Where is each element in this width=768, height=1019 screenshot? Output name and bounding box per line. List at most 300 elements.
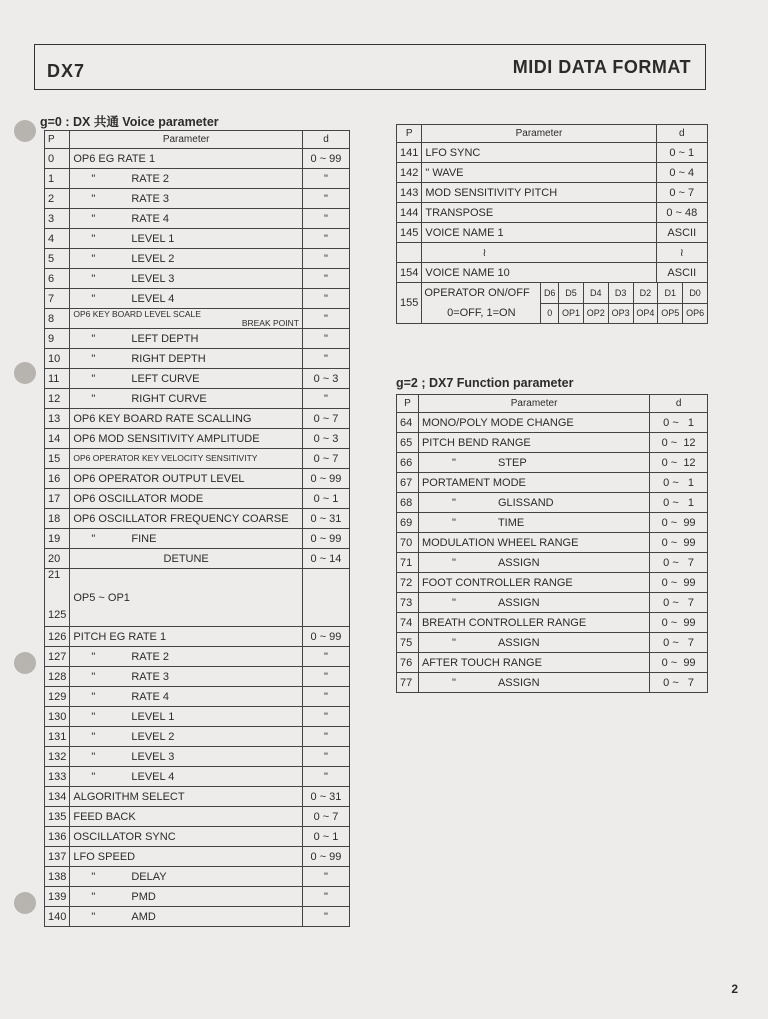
table-row (397, 453, 708, 473)
parameter-cell: LFO SYNC (422, 143, 656, 163)
voice-section-title: g=0 : DX 共通 Voice parameter (40, 115, 219, 129)
data-range: 0 ~ 3 (302, 429, 349, 449)
parameter-name: PITCH EG RATE 1 (73, 630, 167, 643)
table-row (45, 647, 350, 667)
data-range: 0 ~ 7 (656, 183, 707, 203)
col-header-d: d (656, 125, 707, 143)
table-row (45, 269, 350, 289)
param-number: 72 (397, 573, 419, 593)
data-range: " (302, 329, 349, 349)
parameter-name: OP6 OPERATOR OUTPUT LEVEL (73, 472, 245, 485)
data-range: 0 ~ 1 (302, 489, 349, 509)
table-row (397, 533, 708, 553)
param-number: 144 (397, 203, 422, 223)
data-range: " (302, 169, 349, 189)
ditto-mark: " (91, 710, 96, 723)
ditto-mark: " (91, 232, 96, 245)
parameter-cell (418, 593, 649, 613)
table-row (45, 907, 350, 927)
table-row (397, 673, 708, 693)
table-row (45, 887, 350, 907)
parameter-cell (70, 827, 303, 847)
col-header-parameter: Parameter (418, 395, 649, 413)
param-number: 76 (397, 653, 419, 673)
param-number: 74 (397, 613, 419, 633)
header-title: MIDI DATA FORMAT (512, 57, 691, 77)
param-number: 77 (397, 673, 419, 693)
param-number: 133 (45, 767, 70, 787)
parameter-cell (418, 673, 649, 693)
param-number: 137 (45, 847, 70, 867)
parameter-cell (70, 409, 303, 429)
parameter-name: LEVEL 1 (131, 232, 175, 245)
param-number: 126 (45, 627, 70, 647)
data-range: 0 ~ 12 (650, 433, 708, 453)
param-number: 69 (397, 513, 419, 533)
table-row (45, 707, 350, 727)
bit-value: 0 (541, 303, 559, 323)
table-row (397, 243, 708, 263)
data-range: 0 ~ 7 (650, 673, 708, 693)
parameter-cell (418, 513, 649, 533)
table-gap-row (45, 569, 350, 627)
parameter-name: LEFT DEPTH (131, 332, 199, 345)
data-range: " (302, 249, 349, 269)
parameter-name: LEFT CURVE (131, 372, 200, 385)
param-number: 7 (45, 289, 70, 309)
parameter-name: ALGORITHM SELECT (73, 790, 185, 803)
table-row (45, 169, 350, 189)
data-range: 0 ~ 12 (650, 453, 708, 473)
data-range: " (302, 747, 349, 767)
table-row (45, 549, 350, 569)
parameter-name: OP6 OSCILLATOR FREQUENCY COARSE (73, 512, 289, 525)
parameter-name: OP6 MOD SENSITIVITY AMPLITUDE (73, 432, 260, 445)
parameter-cell: MODULATION WHEEL RANGE (418, 533, 649, 553)
data-range: 0 ~ 1 (650, 493, 708, 513)
parameter-name: LEVEL 4 (131, 770, 175, 783)
table-row (45, 529, 350, 549)
data-range: 0 ~ 99 (650, 653, 708, 673)
parameter-name: RATE 3 (131, 670, 170, 683)
parameter-cell (418, 553, 649, 573)
ditto-mark: " (451, 676, 456, 689)
param-number: 16 (45, 469, 70, 489)
data-range: 0 ~ 1 (656, 143, 707, 163)
data-range: 0 ~ 99 (302, 847, 349, 867)
parameter-cell: ≀ (422, 243, 656, 263)
param-number: 132 (45, 747, 70, 767)
param-number: 10 (45, 349, 70, 369)
data-range: " (302, 389, 349, 409)
param-number: 71 (397, 553, 419, 573)
table-row (45, 349, 350, 369)
binder-hole (14, 652, 36, 674)
binder-hole (14, 362, 36, 384)
table-row (45, 767, 350, 787)
parameter-cell (70, 249, 303, 269)
table-row (397, 653, 708, 673)
table-row (45, 489, 350, 509)
data-range: " (302, 309, 349, 329)
parameter-cell (70, 549, 303, 569)
ditto-mark: " (451, 596, 456, 609)
bit-label: D0 (683, 283, 707, 303)
data-range: 0 ~ 99 (302, 469, 349, 489)
param-number: 65 (397, 433, 419, 453)
param-number: 2 (45, 189, 70, 209)
table-row (397, 143, 708, 163)
parameter-cell (70, 727, 303, 747)
data-range: 0 ~ 3 (302, 369, 349, 389)
table-row (45, 389, 350, 409)
parameter-name: DETUNE (163, 552, 209, 565)
table-row (397, 473, 708, 493)
parameter-cell (70, 169, 303, 189)
parameter-cell (70, 529, 303, 549)
parameter-cell (70, 349, 303, 369)
param-number: 20 (45, 549, 70, 569)
parameter-cell (70, 707, 303, 727)
param-number: 5 (45, 249, 70, 269)
parameter-cell (70, 807, 303, 827)
parameter-cell (70, 907, 303, 927)
param-number: 138 (45, 867, 70, 887)
data-range: " (302, 349, 349, 369)
col-header-parameter: Parameter (70, 131, 303, 149)
parameter-name: OPERATOR ON/OFF (424, 287, 530, 299)
ditto-mark: " (91, 670, 96, 683)
param-number: 127 (45, 647, 70, 667)
table-header-row (45, 131, 350, 149)
data-range: 0 ~ 1 (650, 413, 708, 433)
parameter-name: OP6 OPERATOR KEY VELOCITY SENSITIVITY (73, 453, 258, 463)
parameter-name: ASSIGN (497, 556, 540, 569)
col-header-d: d (650, 395, 708, 413)
parameter-name: RATE 4 (131, 212, 170, 225)
parameter-name: FEED BACK (73, 810, 136, 823)
param-number: 154 (397, 263, 422, 283)
function-parameter-table (396, 394, 708, 693)
parameter-cell (70, 867, 303, 887)
data-range: " (302, 289, 349, 309)
data-range: 0 ~ 99 (650, 613, 708, 633)
param-number: 131 (45, 727, 70, 747)
parameter-name: LEVEL 4 (131, 292, 175, 305)
ditto-mark: " (91, 372, 96, 385)
table-row (397, 433, 708, 453)
param-number: 70 (397, 533, 419, 553)
table-row (397, 223, 708, 243)
table-row (397, 513, 708, 533)
param-number: 145 (397, 223, 422, 243)
parameter-name: RATE 3 (131, 192, 170, 205)
data-range: 0 ~ 7 (302, 807, 349, 827)
parameter-cell (70, 627, 303, 647)
parameter-name: OP6 KEY BOARD LEVEL SCALE (73, 308, 201, 319)
ditto-mark: " (91, 910, 96, 923)
onoff-note: 0=OFF, 1=ON (447, 307, 516, 319)
table-row (397, 493, 708, 513)
ditto-mark: " (91, 172, 96, 185)
table-row (397, 163, 708, 183)
binder-hole (14, 120, 36, 142)
parameter-cell (418, 633, 649, 653)
col-header-p: P (397, 395, 419, 413)
table-row (397, 553, 708, 573)
parameter-name: PMD (131, 890, 156, 903)
table-row (45, 409, 350, 429)
table-row (45, 687, 350, 707)
table-row (45, 149, 350, 169)
range-start: 21 (48, 569, 61, 581)
param-number: 141 (397, 143, 422, 163)
bit-value-row (422, 303, 707, 323)
parameter-cell (70, 369, 303, 389)
param-number: 129 (45, 687, 70, 707)
parameter-cell (70, 389, 303, 409)
ditto-mark: " (91, 532, 96, 545)
bit-value: OP1 (559, 303, 584, 323)
data-range: " (302, 687, 349, 707)
gap-d-cell (302, 569, 349, 627)
data-range: " (302, 229, 349, 249)
ditto-mark: " (91, 272, 96, 285)
parameter-name: OP6 EG RATE 1 (73, 152, 156, 165)
parameter-cell (70, 747, 303, 767)
parameter-cell: PITCH BEND RANGE (418, 433, 649, 453)
parameter-cell: BREATH CONTROLLER RANGE (418, 613, 649, 633)
parameter-name: ASSIGN (497, 596, 540, 609)
parameter-cell (418, 493, 649, 513)
parameter-cell: MOD SENSITIVITY PITCH (422, 183, 656, 203)
param-number: 128 (45, 667, 70, 687)
parameter-cell (70, 647, 303, 667)
ditto-mark: " (451, 636, 456, 649)
ditto-mark: " (451, 556, 456, 569)
parameter-cell (70, 509, 303, 529)
data-range: " (302, 727, 349, 747)
table-row (45, 309, 350, 329)
parameter-cell (70, 209, 303, 229)
table-row (45, 249, 350, 269)
function-section-title: g=2 ; DX7 Function parameter (396, 376, 574, 390)
param-number: 19 (45, 529, 70, 549)
data-range: 0 ~ 48 (656, 203, 707, 223)
parameter-cell: TRANSPOSE (422, 203, 656, 223)
param-number: 13 (45, 409, 70, 429)
parameter-name: FINE (131, 532, 157, 545)
param-number: 143 (397, 183, 422, 203)
bit-row (422, 283, 707, 303)
data-range: " (302, 887, 349, 907)
data-range: 0 ~ 31 (302, 787, 349, 807)
param-number: 155 (397, 283, 422, 324)
header-model: DX7 (47, 61, 86, 81)
voice-parameter-table-continued (396, 124, 708, 324)
data-range: ASCII (656, 223, 707, 243)
ditto-mark: " (91, 192, 96, 205)
col-header-p: P (397, 125, 422, 143)
param-number: 1 (45, 169, 70, 189)
param-number: 3 (45, 209, 70, 229)
ditto-mark: " (91, 252, 96, 265)
param-number: 18 (45, 509, 70, 529)
operator-onoff-row (397, 283, 708, 324)
param-number-range (45, 569, 70, 627)
binder-hole (14, 892, 36, 914)
data-range: 0 ~ 99 (650, 573, 708, 593)
parameter-name: RATE 2 (131, 650, 170, 663)
table-row (45, 807, 350, 827)
parameter-cell (70, 329, 303, 349)
table-row (45, 449, 350, 469)
param-number: 64 (397, 413, 419, 433)
parameter-name: OSCILLATOR SYNC (73, 830, 176, 843)
ditto-mark: " (451, 456, 456, 469)
data-range: " (302, 189, 349, 209)
parameter-cell (70, 189, 303, 209)
param-number: 135 (45, 807, 70, 827)
data-range: 0 ~ 99 (650, 533, 708, 553)
data-range: 0 ~ 1 (302, 827, 349, 847)
data-range: " (302, 667, 349, 687)
data-range: 0 ~ 99 (650, 513, 708, 533)
ditto-mark: " (91, 690, 96, 703)
ditto-mark: " (91, 292, 96, 305)
table-row (45, 289, 350, 309)
param-number: 17 (45, 489, 70, 509)
range-end: 125 (48, 609, 67, 621)
parameter-cell: VOICE NAME 10 (422, 263, 656, 283)
param-number: 68 (397, 493, 419, 513)
parameter-cell (70, 469, 303, 489)
parameter-cell (70, 289, 303, 309)
param-number: 9 (45, 329, 70, 349)
parameter-cell (418, 453, 649, 473)
col-header-p: P (45, 131, 70, 149)
parameter-cell (70, 667, 303, 687)
table-row (45, 369, 350, 389)
parameter-name: STEP (497, 456, 527, 469)
bit-label: D6 (541, 283, 559, 303)
data-range: 0 ~ 4 (656, 163, 707, 183)
data-range: " (302, 707, 349, 727)
bit-label: D2 (633, 283, 658, 303)
table-header-row (397, 395, 708, 413)
table-row (45, 469, 350, 489)
parameter-name: ASSIGN (497, 676, 540, 689)
parameter-name: RATE 2 (131, 172, 170, 185)
table-row (45, 209, 350, 229)
param-number: 11 (45, 369, 70, 389)
operator-onoff-cell (422, 283, 708, 324)
param-number (397, 243, 422, 263)
parameter-name: LEVEL 2 (131, 730, 175, 743)
data-range: " (302, 647, 349, 667)
parameter-cell (70, 229, 303, 249)
parameter-name: RIGHT CURVE (131, 392, 207, 405)
param-number: 142 (397, 163, 422, 183)
ditto-mark: " (91, 212, 96, 225)
voice-parameter-table (44, 130, 350, 927)
parameter-name: GLISSAND (497, 496, 554, 509)
data-range: 0 ~ 7 (650, 633, 708, 653)
col-header-parameter: Parameter (422, 125, 656, 143)
page-header (34, 44, 706, 90)
bit-label: D1 (658, 283, 683, 303)
parameter-name: RATE 4 (131, 690, 170, 703)
bit-value: OP6 (683, 303, 707, 323)
parameter-cell: FOOT CONTROLLER RANGE (418, 573, 649, 593)
table-row (397, 183, 708, 203)
table-row (45, 229, 350, 249)
page-number: 2 (731, 982, 738, 996)
ditto-mark: " (91, 870, 96, 883)
parameter-cell: PORTAMENT MODE (418, 473, 649, 493)
bit-value: OP2 (583, 303, 608, 323)
data-range: ≀ (656, 243, 707, 263)
parameter-cell (70, 767, 303, 787)
data-range: 0 ~ 31 (302, 509, 349, 529)
param-number: 130 (45, 707, 70, 727)
parameter-name: OP6 OSCILLATOR MODE (73, 492, 204, 505)
parameter-name: RIGHT DEPTH (131, 352, 206, 365)
parameter-subname: BREAK POINT (241, 317, 299, 328)
table-header-row (397, 125, 708, 143)
table-row (45, 787, 350, 807)
table-row (45, 429, 350, 449)
parameter-cell (70, 309, 303, 329)
param-number: 14 (45, 429, 70, 449)
parameter-name: ASSIGN (497, 636, 540, 649)
parameter-name: LEVEL 3 (131, 750, 175, 763)
ditto-mark: " (91, 730, 96, 743)
parameter-cell (70, 887, 303, 907)
table-row (45, 329, 350, 349)
param-number: 66 (397, 453, 419, 473)
param-number: 15 (45, 449, 70, 469)
param-number: 67 (397, 473, 419, 493)
ditto-mark: " (91, 770, 96, 783)
data-range: 0 ~ 7 (302, 449, 349, 469)
data-range: " (302, 867, 349, 887)
col-header-d: d (302, 131, 349, 149)
data-range: " (302, 269, 349, 289)
table-row (397, 263, 708, 283)
param-number: 12 (45, 389, 70, 409)
parameter-cell (70, 489, 303, 509)
parameter-cell (70, 269, 303, 289)
data-range: 0 ~ 1 (650, 473, 708, 493)
parameter-cell (70, 429, 303, 449)
parameter-cell: AFTER TOUCH RANGE (418, 653, 649, 673)
table-row (45, 509, 350, 529)
table-row (45, 847, 350, 867)
table-row (397, 413, 708, 433)
bit-label: D5 (559, 283, 584, 303)
table-row (45, 867, 350, 887)
parameter-name: LFO SPEED (73, 850, 136, 863)
parameter-name: LEVEL 1 (131, 710, 175, 723)
parameter-name: LEVEL 3 (131, 272, 175, 285)
data-range: 0 ~ 7 (302, 409, 349, 429)
ditto-mark: " (91, 392, 96, 405)
parameter-cell (70, 687, 303, 707)
parameter-name: DELAY (131, 870, 167, 883)
param-number: 134 (45, 787, 70, 807)
param-number: 0 (45, 149, 70, 169)
